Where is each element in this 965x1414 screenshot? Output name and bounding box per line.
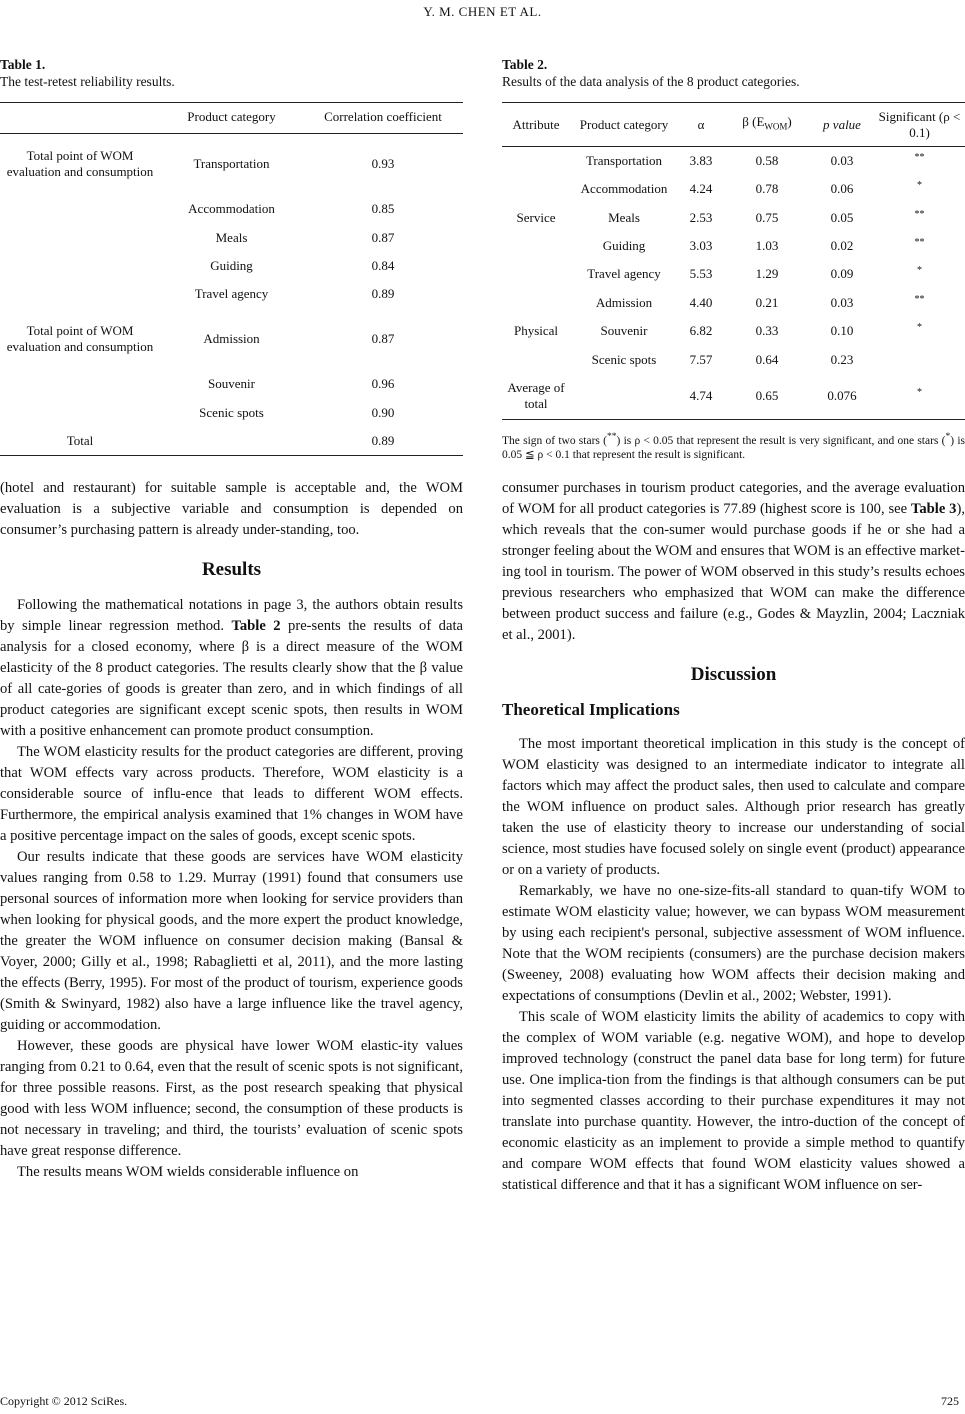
table1-value-cell: 0.85 bbox=[371, 200, 395, 216]
table-row bbox=[502, 175, 965, 204]
paragraph: The most important theoretical implication in this study is the concept of WOM elasticity was designed to an intermediate indicator to integrate all factors which may affect the product sales, then used to calculate and compare the WOM influence on product sales. Although prior research has greatly taken the use of elasticity theory to increase our understanding of social science, most studies have focused solely on single event (product) appearance or on a variety of products. bbox=[502, 735, 965, 878]
table1-group-cell bbox=[0, 224, 160, 252]
table1-label: Table 1. bbox=[0, 57, 46, 72]
table2-header-cell bbox=[724, 103, 810, 147]
table2-sig-cell bbox=[874, 317, 965, 346]
table1-header-cell: Correlation coefficient bbox=[324, 109, 442, 124]
paragraph bbox=[502, 478, 965, 646]
table2-sig-cell bbox=[874, 147, 965, 175]
table1-category-cell: Transportation bbox=[193, 155, 270, 171]
table-reference: Table 3 bbox=[910, 500, 957, 517]
table1-value-cell: 0.87 bbox=[371, 330, 395, 346]
beta-label: β (E bbox=[742, 114, 765, 130]
table2-category-cell: Accommodation bbox=[580, 181, 668, 196]
table2-header-cell bbox=[810, 103, 874, 147]
table2-beta-cell: 1.03 bbox=[755, 237, 779, 253]
note-text: The sign of two stars ( bbox=[502, 434, 607, 447]
table1-header-cell: Product category bbox=[187, 109, 276, 124]
table1-group-cell bbox=[0, 369, 160, 399]
table2-note bbox=[502, 430, 965, 462]
table2-p-cell: 0.06 bbox=[830, 181, 854, 196]
beta-subscript: WOM bbox=[764, 121, 788, 132]
table2-sig-cell bbox=[874, 260, 965, 289]
table2-beta-cell: 0.75 bbox=[755, 209, 779, 225]
significance-stars: ** bbox=[914, 236, 925, 248]
significance-stars: * bbox=[917, 265, 922, 276]
table2-alpha-cell: 4.24 bbox=[689, 181, 713, 196]
paragraph: Remarkably, we have no one-size-fits-all standard to quan-tify WOM to estimate WOM elasticity value; however, we can bypass WOM measurement by using each recipient's personal, subjective assessment of WOM influence. Note that the WOM recipients (consumers) are the purchase decision makers (Sweeney, 2008) evaluating how WOM affects their decision making and expectations of consumptions (Devlin et al., 2002; Webster, 1991). bbox=[502, 882, 965, 1004]
table2-attribute-cell bbox=[502, 346, 570, 374]
table2-attribute-cell: Physical bbox=[513, 323, 559, 338]
table2-p-cell: 0.05 bbox=[830, 209, 854, 225]
table2-beta-cell: 0.65 bbox=[755, 388, 779, 404]
table-reference: Table 2 bbox=[231, 618, 281, 634]
table2-alpha-cell: 2.53 bbox=[689, 209, 713, 225]
table2-category-cell: Admission bbox=[595, 294, 653, 310]
table-row bbox=[0, 369, 463, 399]
table-row bbox=[0, 224, 463, 252]
table2-sig-cell bbox=[874, 289, 965, 317]
table2-category-cell: Souvenir bbox=[600, 323, 648, 338]
significance-stars: ** bbox=[914, 208, 925, 220]
table-row bbox=[0, 309, 463, 369]
table2-alpha-cell: 4.40 bbox=[689, 294, 713, 310]
table1-category-cell: Guiding bbox=[210, 257, 253, 273]
table2-header-cell: Product category bbox=[579, 116, 669, 132]
table1-category-cell bbox=[160, 428, 303, 456]
running-head: Y. M. CHEN ET AL. bbox=[423, 4, 542, 19]
note-one-star: * bbox=[945, 431, 951, 442]
table-row bbox=[502, 289, 965, 317]
significance-stars: ** bbox=[914, 293, 925, 305]
significance-stars: * bbox=[917, 322, 922, 333]
table2-label: Table 2. bbox=[502, 57, 548, 72]
footer-copyright: Copyright © 2012 SciRes. bbox=[0, 1394, 128, 1408]
table1-value-cell: 0.93 bbox=[371, 155, 395, 171]
table1-category-cell: Travel agency bbox=[194, 286, 269, 301]
page-number: 725 bbox=[941, 1394, 959, 1408]
table1-header-cell bbox=[0, 103, 160, 134]
table2-beta-cell: 0.33 bbox=[755, 323, 779, 338]
table2-category-cell: Guiding bbox=[602, 237, 646, 253]
table1-group-cell: Total point of WOM evaluation and consumption bbox=[6, 322, 154, 354]
significance-stars: * bbox=[917, 180, 922, 191]
table2-attribute-cell: Average of total bbox=[507, 380, 565, 412]
table-row bbox=[502, 260, 965, 289]
table-row bbox=[502, 317, 965, 346]
table2-alpha-cell: 3.83 bbox=[689, 152, 713, 168]
significance-stars: * bbox=[917, 387, 922, 399]
table1-group-cell bbox=[0, 280, 160, 309]
note-text: ) is ρ < 0.05 that represent the result is very significant, and one stars ( bbox=[616, 434, 946, 447]
table2-sig-cell bbox=[874, 374, 965, 420]
table2-attribute-cell bbox=[502, 175, 570, 204]
table1-group-cell: Total bbox=[66, 433, 94, 449]
table1-category-cell: Scenic spots bbox=[199, 405, 264, 420]
table2-category-cell: Scenic spots bbox=[591, 351, 657, 367]
table2-sig-cell bbox=[874, 204, 965, 232]
table1-category-cell: Accommodation bbox=[188, 200, 275, 216]
table2-caption: Results of the data analysis of the 8 product categories. bbox=[502, 74, 800, 89]
paragraph: However, these goods are physical have lower WOM elastic-ity values ranging from 0.21 to 0.64, even that the result of scenic spots is not significant, for three possible reasons. First, as the post research speaking that physical good with less WOM influence; second, the consumption of these products is not necessary in traveling; and third, the tourists’ evaluation of scenic spots have great response difference. bbox=[0, 1038, 463, 1159]
table2-attribute-cell: Service bbox=[516, 209, 556, 225]
table2-sig-cell bbox=[874, 232, 965, 260]
table1-value-cell: 0.89 bbox=[371, 286, 395, 301]
table1-value-cell: 0.84 bbox=[371, 257, 395, 273]
table2-alpha-cell: 3.03 bbox=[689, 237, 713, 253]
left-column bbox=[0, 56, 463, 1183]
table2-beta-cell: 0.64 bbox=[755, 351, 779, 367]
table2-category-cell: Meals bbox=[608, 209, 640, 225]
paragraph bbox=[0, 595, 463, 742]
table1-category-cell: Souvenir bbox=[208, 375, 255, 391]
table-row bbox=[502, 374, 965, 420]
table2-beta-cell: 0.78 bbox=[755, 181, 779, 196]
table1-group-cell bbox=[0, 399, 160, 428]
table1-value-cell: 0.90 bbox=[371, 405, 395, 420]
note-two-stars: ** bbox=[606, 431, 617, 442]
table2-beta-cell: 0.21 bbox=[755, 294, 779, 310]
table2-attribute-cell bbox=[502, 260, 570, 289]
text-run: Following the mathematical notations in page 3, the authors obtain results by simple linear regression method. bbox=[0, 597, 463, 634]
table2-category-cell bbox=[570, 374, 678, 420]
table2-p-cell: 0.02 bbox=[830, 237, 854, 253]
paragraph: The results means WOM wields considerable influence on bbox=[17, 1164, 359, 1180]
table1-group-cell: Total point of WOM evaluation and consumption bbox=[6, 147, 154, 179]
table-row bbox=[0, 194, 463, 224]
table2-category-cell: Transportation bbox=[585, 152, 663, 168]
table1-value-cell: 0.87 bbox=[371, 229, 395, 245]
table-row bbox=[0, 280, 463, 309]
table2-attribute-cell bbox=[502, 289, 570, 317]
table2-alpha-cell: 7.57 bbox=[689, 351, 713, 367]
section-heading-discussion: Discussion bbox=[690, 663, 777, 685]
table-row bbox=[502, 147, 965, 175]
table2-beta-cell: 1.29 bbox=[755, 266, 779, 281]
table2 bbox=[502, 102, 965, 420]
paragraph: Our results indicate that these goods are services have WOM elasticity values ranging from 0.58 to 1.29. Murray (1991) found that consumers use personal sources of information more when looking for service providers than when looking for physical goods, and the more expert the product knowledge, the greater the WOM influence on consumer decision making (Bansal & Voyer, 2000; Gilly et al., 1998; Rabaglietti et al, 2011), and the more lasting the effects (Berry, 1995). For most of the product of tourism, experience goods (Smith & Swinyard, 1982) also have a large influence like the travel agency, guiding or accommodation. bbox=[0, 849, 463, 1033]
paragraph: The WOM elasticity results for the product categories are different, proving that WOM effects vary across products. Therefore, WOM elasticity is a considerable source of influ-ence that leads to different WOM effects. Furthermore, the empirical analysis examined that 1% changes in WOM have a positive percentage impact on the sales of goods, except scenic spots. bbox=[0, 744, 463, 844]
beta-close: ) bbox=[787, 114, 792, 130]
text-run: ), which reveals that the con-sumer would purchase goods if he or she had a stronger feeling about the WOM and ensures that WOM is an effective market-ing tool in tourism. The power of WOM observed in this study’s results echoes previous researchers who emphasized that WOM can make the difference between product success and failure (e.g., Godes & Mayzlin, 2004; Laczniak et al., 2001). bbox=[502, 500, 965, 643]
table2-sig-cell bbox=[874, 346, 965, 374]
table2-header-cell: α bbox=[697, 116, 705, 132]
table1-header-row bbox=[0, 103, 463, 134]
paragraph: This scale of WOM elasticity limits the ability of academics to copy with the complex of WOM variable (e.g. negative WOM), and hope to develop improved technology (construct the panel data base for long term) for future use. One implica-tion from the findings is that although consumers can be put into segmented classes according to their purchase expenditures it may not translate into purchase quantity. However, the intro-duction of the concept of economic elasticity as an implement to provide a simple method to quantify and compare WOM effects that found WOM elasticity values showed a statistical difference and that it has a significant WOM influence on ser- bbox=[502, 1008, 965, 1193]
significance-stars: ** bbox=[914, 151, 925, 163]
right-column bbox=[502, 56, 965, 1196]
table2-attribute-cell bbox=[502, 147, 570, 175]
text-run: consumer purchases in tourism product categories, and the average evaluation of WOM for all product categories is 77.89 (highest score is 100, see bbox=[502, 479, 965, 517]
note-text: ) is 0.05 ≦ ρ < 0.1 that represent the result is significant. bbox=[502, 434, 965, 461]
table2-beta-cell: 0.58 bbox=[755, 152, 779, 168]
table-row bbox=[0, 134, 463, 194]
table2-alpha-cell: 4.74 bbox=[689, 388, 713, 404]
table2-sig-cell bbox=[874, 175, 965, 204]
table1-value-cell: 0.96 bbox=[371, 375, 395, 391]
table-row bbox=[502, 232, 965, 260]
table1-category-cell: Admission bbox=[203, 330, 260, 346]
table1-category-cell: Meals bbox=[215, 229, 248, 245]
subsection-heading: Theoretical Implications bbox=[502, 699, 680, 719]
table-row bbox=[502, 346, 965, 374]
table-row bbox=[0, 428, 463, 456]
table2-attribute-cell bbox=[502, 232, 570, 260]
text-run: pre-sents the results of data analysis for a closed economy, where β is a direct measure of the WOM elasticity of the 8 product categories. The results clearly show that the β value of all cate-gories of goods is greater than zero, and in which findings of all product categories are significant except scenic spots, then results in WOM with a positive enhancement can promote product consumption. bbox=[0, 618, 463, 739]
table2-header-row bbox=[502, 103, 965, 147]
table1-caption: The test-retest reliability results. bbox=[0, 74, 175, 89]
table2-category-cell: Travel agency bbox=[587, 266, 661, 281]
table2-p-cell: 0.10 bbox=[830, 323, 854, 338]
table1-group-cell bbox=[0, 252, 160, 280]
table2-p-cell: 0.03 bbox=[830, 152, 854, 168]
table2-header-cell: Significant (ρ < 0.1) bbox=[878, 108, 961, 140]
table1-group-cell bbox=[0, 194, 160, 224]
table2-alpha-cell: 6.82 bbox=[689, 323, 713, 338]
paragraph: (hotel and restaurant) for suitable sample is acceptable and, the WOM evaluation is a subjective variable and consumption is depended on consumer’s purchasing pattern is already under-standing, too. bbox=[0, 480, 463, 538]
table1 bbox=[0, 102, 463, 456]
table2-p-cell: 0.076 bbox=[827, 388, 857, 404]
table2-p-cell: 0.09 bbox=[830, 266, 854, 281]
table2-header-cell: Attribute bbox=[512, 116, 560, 132]
table-row bbox=[502, 204, 965, 232]
table1-value-cell: 0.89 bbox=[371, 433, 395, 449]
table2-alpha-cell: 5.53 bbox=[689, 266, 713, 281]
section-heading-results: Results bbox=[201, 559, 262, 580]
table-row bbox=[0, 399, 463, 428]
pvalue-label: p value bbox=[823, 116, 861, 132]
table2-p-cell: 0.03 bbox=[830, 294, 854, 310]
table2-p-cell: 0.23 bbox=[830, 351, 854, 367]
table-row bbox=[0, 252, 463, 280]
